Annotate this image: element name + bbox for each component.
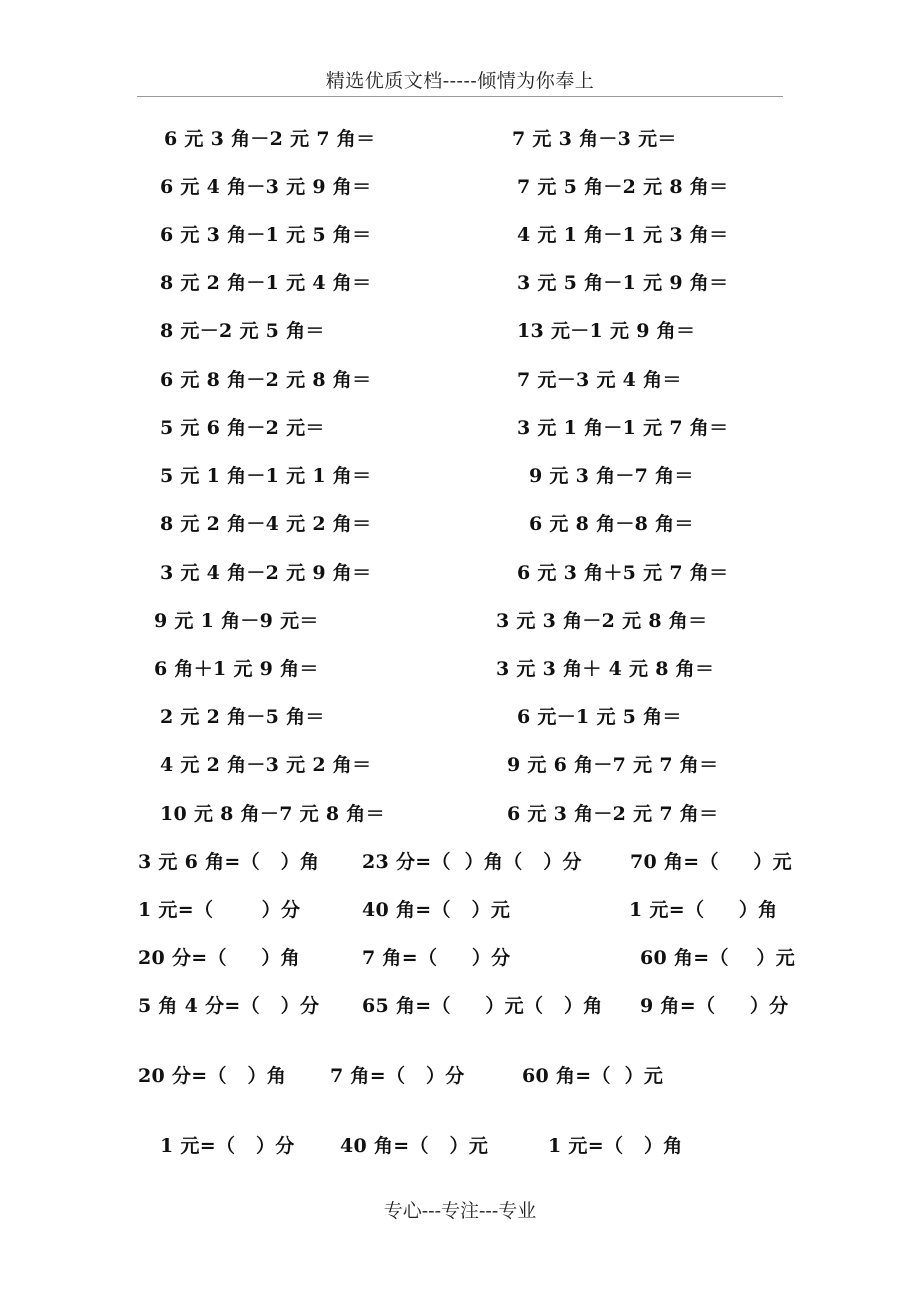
exercise-left-8: 5 元 1 角－1 元 1 角＝: [160, 465, 372, 487]
header-divider: [137, 96, 783, 97]
exercise-right-5: 13 元－1 元 9 角＝: [517, 320, 696, 342]
exercise-right-15: 6 元 3 角－2 元 7 角＝: [507, 803, 719, 825]
exercise-left-6: 6 元 8 角－2 元 8 角＝: [160, 369, 372, 391]
exercise-right-8: 9 元 3 角－7 角＝: [529, 465, 694, 487]
conversion-3-1: 20 分=（ ）角: [138, 947, 300, 969]
conversion-2-3: 1 元=（ ）角: [629, 899, 778, 921]
conversion-extra-2-1: 1 元=（ ）分: [160, 1135, 295, 1157]
exercise-right-4: 3 元 5 角－1 元 9 角＝: [517, 272, 729, 294]
exercise-right-1: 7 元 3 角－3 元＝: [512, 128, 677, 150]
conversion-4-1: 5 角 4 分=（ ）分: [138, 995, 320, 1017]
exercise-right-6: 7 元－3 元 4 角＝: [517, 369, 682, 391]
conversion-3-2: 7 角=（ ）分: [362, 947, 511, 969]
exercise-left-3: 6 元 3 角－1 元 5 角＝: [160, 224, 372, 246]
exercise-right-3: 4 元 1 角－1 元 3 角＝: [517, 224, 729, 246]
exercise-left-9: 8 元 2 角－4 元 2 角＝: [160, 513, 372, 535]
conversion-2-2: 40 角=（ ）元: [362, 899, 511, 921]
exercise-right-9: 6 元 8 角－8 角＝: [529, 513, 694, 535]
exercise-left-7: 5 元 6 角－2 元＝: [160, 417, 325, 439]
exercise-right-7: 3 元 1 角－1 元 7 角＝: [517, 417, 729, 439]
page-footer: 专心---专注---专业: [383, 1200, 537, 1222]
conversion-3-3: 60 角=（ ）元: [640, 947, 796, 969]
conversion-extra-2-2: 40 角=（ ）元: [340, 1135, 489, 1157]
conversion-extra-1-3: 60 角=（ ）元: [522, 1065, 664, 1087]
exercise-left-1: 6 元 3 角－2 元 7 角＝: [164, 128, 376, 150]
exercise-left-12: 6 角＋1 元 9 角＝: [154, 658, 319, 680]
conversion-1-2: 23 分=（ ）角（ ）分: [362, 851, 582, 873]
exercise-left-4: 8 元 2 角－1 元 4 角＝: [160, 272, 372, 294]
conversion-1-3: 70 角=（ ）元: [630, 851, 792, 873]
exercise-left-5: 8 元－2 元 5 角＝: [160, 320, 325, 342]
page-header: 精选优质文档-----倾情为你奉上: [325, 70, 595, 92]
exercise-left-14: 4 元 2 角－3 元 2 角＝: [160, 754, 372, 776]
conversion-2-1: 1 元=（ ）分: [138, 899, 301, 921]
exercise-left-15: 10 元 8 角－7 元 8 角＝: [160, 803, 385, 825]
conversion-4-3: 9 角=（ ）分: [640, 995, 789, 1017]
exercise-right-14: 9 元 6 角－7 元 7 角＝: [507, 754, 719, 776]
exercise-right-10: 6 元 3 角＋5 元 7 角＝: [517, 562, 729, 584]
exercise-left-10: 3 元 4 角－2 元 9 角＝: [160, 562, 372, 584]
exercise-left-13: 2 元 2 角－5 角＝: [160, 706, 325, 728]
conversion-extra-1-1: 20 分=（ ）角: [138, 1065, 287, 1087]
conversion-extra-2-3: 1 元=（ ）角: [548, 1135, 683, 1157]
exercise-right-13: 6 元－1 元 5 角＝: [517, 706, 682, 728]
exercise-right-12: 3 元 3 角＋ 4 元 8 角＝: [496, 658, 715, 680]
conversion-4-2: 65 角=（ ）元（ ）角: [362, 995, 603, 1017]
exercise-right-2: 7 元 5 角－2 元 8 角＝: [517, 176, 729, 198]
exercise-left-2: 6 元 4 角－3 元 9 角＝: [160, 176, 372, 198]
exercise-left-11: 9 元 1 角－9 元＝: [154, 610, 319, 632]
conversion-extra-1-2: 7 角=（ ）分: [330, 1065, 465, 1087]
exercise-right-11: 3 元 3 角－2 元 8 角＝: [496, 610, 708, 632]
conversion-1-1: 3 元 6 角=（ ）角: [138, 851, 320, 873]
